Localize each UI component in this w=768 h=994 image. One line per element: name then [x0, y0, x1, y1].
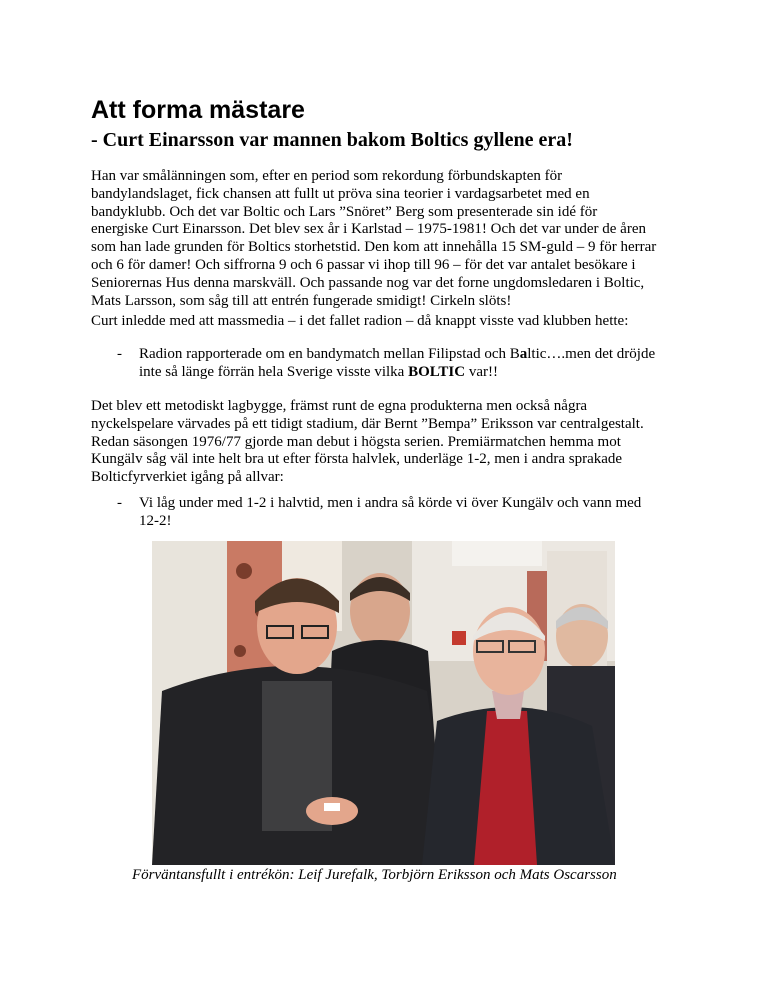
- text-line: Mats Larsson, som såg till att entrén fungerade smidigt! Cirkeln slöts!: [91, 292, 512, 309]
- text-line: Redan säsongen 1976/77 gjorde man debut i högsta serien. Premiärmatchen hemma mot: [91, 433, 621, 450]
- text-line: Det blev ett metodiskt lagbygge, främst runt de egna produkterna men också några: [91, 398, 588, 414]
- text-segment: inte så länge förrän hela Sverige visste vilka: [139, 363, 409, 380]
- text-line: Kungälv såg väl inte helt bra ut efter första halvlek, underläge 1-2, men i andra sprakade: [91, 451, 623, 468]
- photo-entrance-queue: [152, 541, 615, 865]
- text-line: energiske Curt Einarsson. Det blev sex år i Karlstad – 1975-1981! Och det var under de åren: [91, 221, 646, 238]
- text-line: Han var smålänningen som, efter en period som rekordung förbundskapten för: [91, 168, 563, 184]
- paragraph-lagbygge: [91, 398, 691, 487]
- bullet-dash: -: [117, 346, 122, 362]
- text-line: [139, 364, 699, 382]
- photo-caption: Förväntansfullt i entrékön: Leif Jurefalk, Torbjörn Eriksson och Mats Oscarsson: [132, 867, 617, 883]
- text-line: [139, 346, 699, 364]
- bullet-text: [139, 346, 699, 382]
- boltic-bold: BOLTIC: [408, 363, 466, 380]
- text-segment: Radion rapporterade om en bandymatch mellan Filipstad och B: [139, 346, 520, 362]
- text-segment: ltic….men det dröjde: [527, 346, 656, 362]
- text-line: Curt inledde med att massmedia – i det fallet radion – då knappt visste vad klubben hette:: [91, 313, 629, 329]
- text-line: bandyklubb. Och det var Boltic och Lars ”Snöret” Berg som presenterade sin idé för: [91, 203, 598, 220]
- text-line: bandylandslaget, fick chansen att fullt ut pröva sina teorier i vardagsarbetet med en: [91, 185, 590, 202]
- text-line: och 6 för damer! Och siffrorna 9 och 6 passar vi ihop till 96 – för det var antalet besökare i: [91, 256, 636, 273]
- text-line: Vi låg under med 1-2 i halvtid, men i andra så körde vi över Kungälv och vann med: [139, 495, 642, 511]
- bullet-dash: -: [117, 495, 122, 511]
- text-line: nyckelspelare värvades på ett tidigt stadium, där Bernt ”Bempa” Eriksson var centralgestalt.: [91, 415, 644, 432]
- paragraph-massmedia: [91, 313, 691, 331]
- text-line: Bolticfyrverkiet igång på allvar:: [91, 469, 284, 486]
- text-line: 12-2!: [139, 512, 172, 529]
- article-subtitle: - Curt Einarsson var mannen bakom Boltics gyllene era!: [91, 129, 573, 151]
- text-line: Seniorernas Hus denna marskväll. Och passande nog var det forne ungdomsledaren i Boltic,: [91, 274, 645, 291]
- bullet-text: [139, 495, 699, 531]
- text-line: som han lade grunden för Boltics storhetstid. Den kom att innehålla 15 SM-guld – 9 för herrar: [91, 239, 657, 256]
- intro-paragraph: [91, 168, 691, 310]
- text-segment: var!!: [465, 363, 498, 380]
- bold-letter: a: [519, 346, 528, 362]
- article-title: Att forma mästare: [91, 96, 305, 124]
